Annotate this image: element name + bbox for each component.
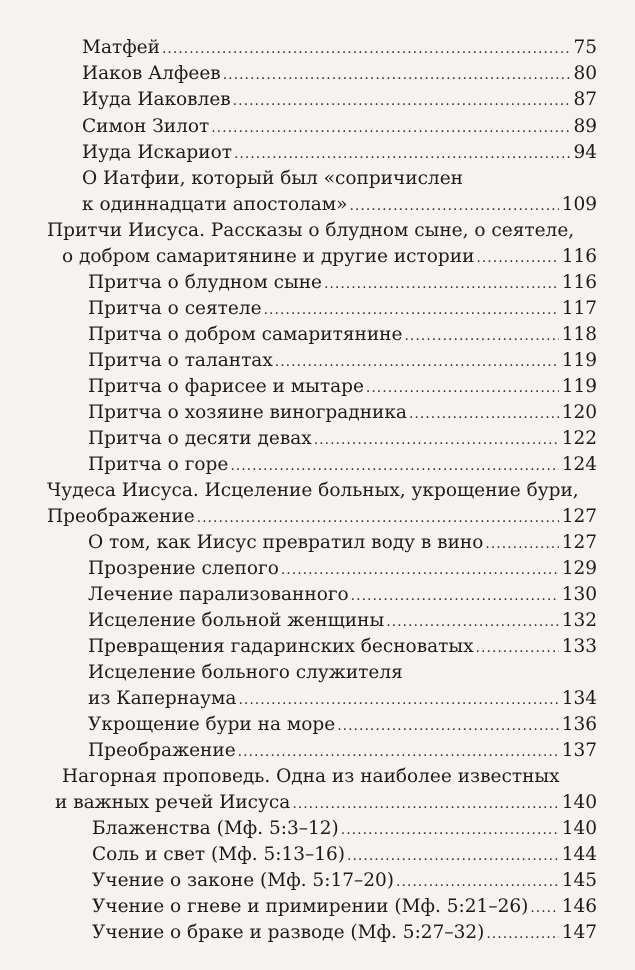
toc-leader-dots — [341, 817, 559, 843]
toc-entry — [88, 348, 597, 375]
toc-entry-title: Притча о десяти девах — [88, 428, 312, 449]
toc-entry — [88, 374, 597, 401]
toc-leader-dots — [476, 635, 559, 661]
toc-page-number: 140 — [561, 792, 597, 813]
toc-section-title-line: Нагорная проповедь. Одна из наиболее известных — [62, 766, 560, 787]
toc-leader-dots — [264, 297, 559, 323]
toc-entry-title: Учение о гневе и примирении (Мф. 5:21–26) — [92, 896, 529, 917]
toc-entry-title: Притча о добром самаритянине — [88, 324, 403, 345]
toc-entry — [92, 842, 597, 869]
toc-entry-title: Иаков Алфеев — [82, 63, 221, 84]
toc-page-number: 132 — [561, 610, 597, 631]
toc-entry — [92, 816, 597, 843]
toc-leader-dots — [349, 193, 558, 219]
toc-leader-dots — [211, 115, 570, 141]
toc-entry — [88, 556, 597, 583]
toc-entry-title: Преображение — [88, 740, 236, 761]
toc-leader-dots — [292, 791, 558, 817]
toc-page-number: 134 — [561, 688, 597, 709]
toc-entry-title: Притча о сеятеле — [88, 298, 262, 319]
toc-leader-dots — [238, 687, 558, 713]
toc-section-entry — [55, 790, 597, 817]
toc-entry — [88, 530, 597, 557]
toc-entry-title: Притча о талантах — [88, 350, 273, 371]
toc-entry-title: из Капернаума — [88, 688, 237, 709]
toc-leader-dots — [486, 921, 558, 947]
toc-leader-dots — [234, 141, 571, 167]
toc-entry-title: Иуда Искариот — [82, 142, 232, 163]
toc-entry-title: Притча о фарисее и мытаре — [88, 376, 364, 397]
toc-page-number: 119 — [561, 350, 597, 371]
toc-page-number: 116 — [561, 272, 597, 293]
toc-entry-title: Исцеление больной женщины — [88, 610, 385, 631]
toc-leader-dots — [275, 349, 559, 375]
toc-page-number: 80 — [573, 63, 597, 84]
toc-entry — [88, 608, 597, 635]
toc-entry-title: к одиннадцати апостолам» — [82, 194, 348, 215]
toc-entry — [82, 192, 597, 219]
toc-page-number: 124 — [561, 454, 597, 475]
toc-entry — [82, 114, 597, 141]
toc-entry-title: Преображение — [47, 506, 195, 527]
toc-page-number: 146 — [561, 896, 597, 917]
toc-page-number: 129 — [561, 558, 597, 579]
toc-entry — [88, 738, 597, 765]
toc-leader-dots — [396, 869, 559, 895]
toc-page-number: 147 — [561, 922, 597, 943]
toc-entry — [88, 296, 597, 323]
toc-entry-title: Лечение парализованного — [88, 584, 349, 605]
toc-entry — [82, 140, 597, 167]
toc-leader-dots — [476, 245, 558, 271]
toc-leader-dots — [223, 62, 571, 88]
toc-page-number: 137 — [561, 740, 597, 761]
toc-entry — [92, 920, 597, 947]
toc-entry — [88, 426, 597, 453]
toc-page-number: 120 — [561, 402, 597, 423]
toc-entry-title: и важных речей Иисуса — [55, 792, 291, 813]
toc-entry-title: Учение о браке и разводе (Мф. 5:27–32) — [92, 922, 485, 943]
toc-leader-dots — [162, 36, 570, 62]
toc-leader-dots — [404, 323, 558, 349]
toc-section-title-line: Чудеса Иисуса. Исцеление больных, укрощение бури, — [47, 480, 579, 501]
toc-leader-dots — [233, 88, 571, 114]
toc-leader-dots — [409, 401, 559, 427]
toc-entry — [88, 634, 597, 661]
toc-page-number: 145 — [561, 870, 597, 891]
toc-entry — [92, 894, 597, 921]
toc-page-number: 94 — [573, 142, 597, 163]
toc-entry — [88, 400, 597, 427]
toc-entry — [82, 87, 597, 114]
toc-page-number: 122 — [561, 428, 597, 449]
toc-page-number: 127 — [561, 532, 597, 553]
toc-entry-title: Укрощение бури на море — [88, 714, 336, 735]
toc-entry — [82, 61, 597, 88]
toc-page-number: 140 — [561, 818, 597, 839]
toc-leader-dots — [314, 427, 559, 453]
toc-entry-title: Превращения гадаринских бесноватых — [88, 636, 474, 657]
toc-leader-dots — [485, 531, 558, 557]
toc-entry-title: Соль и свет (Мф. 5:13–16) — [92, 844, 346, 865]
toc-leader-dots — [337, 713, 559, 739]
toc-entry — [88, 582, 597, 609]
toc-entry-title: Симон Зилот — [82, 116, 210, 137]
toc-page-number: 87 — [573, 89, 597, 110]
toc-entry-title: Прозрение слепого — [88, 558, 279, 579]
toc-page-number: 109 — [561, 194, 597, 215]
toc-page-number: 89 — [573, 116, 597, 137]
toc-leader-dots — [230, 453, 558, 479]
toc-entry-title: Притча о блудном сыне — [88, 272, 322, 293]
toc-page-number: 119 — [561, 376, 597, 397]
toc-page-number: 117 — [561, 298, 597, 319]
toc-leader-dots — [238, 739, 559, 765]
toc-section-entry — [47, 504, 597, 531]
toc-entry-title-line: Исцеление больного служителя — [88, 662, 403, 683]
toc-entry — [88, 686, 597, 713]
toc-page-number: 75 — [573, 37, 597, 58]
toc-entry-title: Учение о законе (Мф. 5:17–20) — [92, 870, 394, 891]
toc-page-number: 133 — [561, 636, 597, 657]
toc-section-entry — [62, 244, 597, 271]
toc-entry-title: Блаженства (Мф. 5:3–12) — [92, 818, 339, 839]
toc-entry — [88, 452, 597, 479]
toc-leader-dots — [530, 895, 558, 921]
toc-entry-title-line: О Иатфии, который был «сопричислен — [82, 168, 463, 189]
toc-section-title-line: Притчи Иисуса. Рассказы о блудном сыне, о сеятеле, — [47, 220, 575, 241]
toc-entry-title: Матфей — [82, 37, 160, 58]
toc-entry-title: о добром самаритянине и другие истории — [62, 246, 475, 267]
toc-entry-title: Притча о хозяине виноградника — [88, 402, 407, 423]
toc-entry — [88, 322, 597, 349]
toc-page-number: 130 — [561, 584, 597, 605]
toc-entry — [88, 712, 597, 739]
toc-leader-dots — [281, 557, 559, 583]
toc-leader-dots — [197, 505, 559, 531]
toc-page-number: 136 — [561, 714, 597, 735]
toc-entry — [92, 868, 597, 895]
toc-entry-title: Иуда Иаковлев — [82, 89, 231, 110]
toc-entry — [82, 35, 597, 62]
toc-leader-dots — [366, 375, 559, 401]
toc-entry-title: Притча о горе — [88, 454, 229, 475]
toc-entry-title: О том, как Иисус превратил воду в вино — [88, 532, 484, 553]
toc-page-number: 116 — [561, 246, 597, 267]
toc-page-number: 127 — [561, 506, 597, 527]
toc-leader-dots — [324, 271, 559, 297]
toc-page-number: 144 — [561, 844, 597, 865]
toc-leader-dots — [351, 583, 559, 609]
toc-page-number: 118 — [561, 324, 597, 345]
toc-leader-dots — [347, 843, 559, 869]
toc-leader-dots — [386, 609, 558, 635]
toc-entry — [88, 270, 597, 297]
